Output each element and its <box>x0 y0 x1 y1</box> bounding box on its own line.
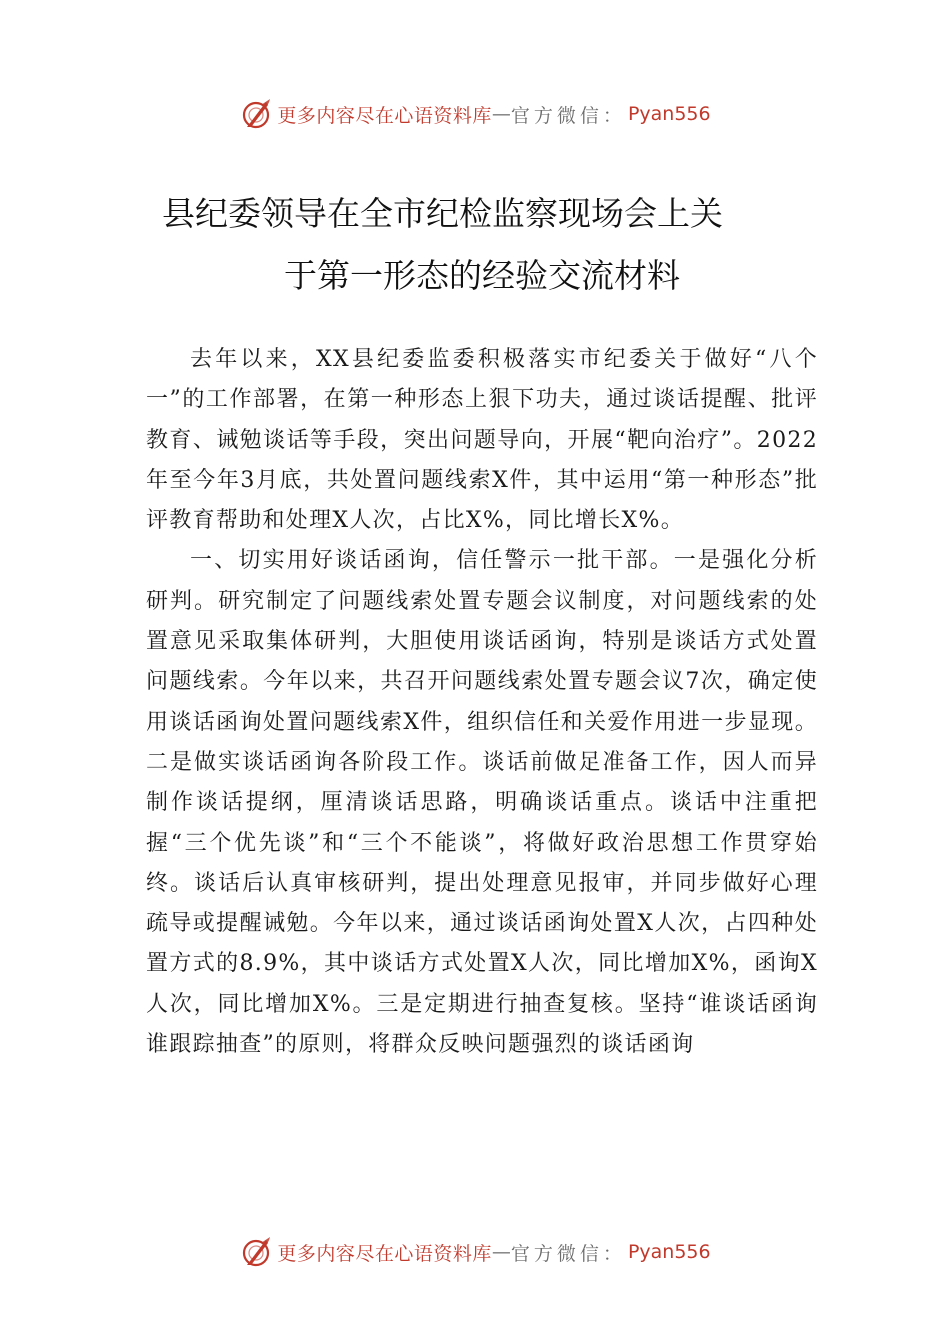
banner-wechat-label: 官方微信： <box>510 1242 626 1265</box>
document-body <box>146 340 818 1065</box>
document-title-line-2: 于第一形态的经验交流材料 <box>284 256 680 295</box>
banner-wechat-label: 官方微信： <box>510 104 626 127</box>
body-paragraph-1: 去年以来，XX县纪委监委积极落实市纪委关于做好“八个一”的工作部署，在第一种形态上狠下功夫，通过谈话提醒、批评教育、诫勉谈话等手段，突出问题导向，开展“靶向治疗”。2022年至今年3月底，共处置问题线索X件，其中运用“第一种形态”批评教育帮助和处理X人次，占比X%，同比增长X%。 <box>146 347 818 534</box>
banner-dash: — <box>491 1241 511 1263</box>
banner-brand-text: 更多内容尽在心语资料库 <box>277 1242 492 1265</box>
quill-logo-icon <box>239 97 273 131</box>
banner-brand-text: 更多内容尽在心语资料库 <box>277 104 492 127</box>
document-title-line-1: 县纪委领导在全市纪检监察现场会上关 <box>162 194 723 233</box>
banner-wechat-id: Pyan556 <box>627 1241 711 1263</box>
body-paragraph-2: 一、切实用好谈话函询，信任警示一批干部。一是强化分析研判。研究制定了问题线索处置专题会议制度，对问题线索的处置意见采取集体研判，大胆使用谈话函询，特别是谈话方式处置问题线索。今年以来，共召开问题线索处置专题会议7次，确定使用谈话函询处置问题线索X件，组织信任和关爱作用进一步显现。二是做实谈话函询各阶段工作。谈话前做足准备工作，因人而异制作谈话提纲，厘清谈话思路，明确谈话重点。谈话中注重把握“三个优先谈”和“三个不能谈”，将做好政治思想工作贯穿始终。谈话后认真审核研判，提出处理意见报审，并同步做好心理疏导或提醒诫勉。今年以来，通过谈话函询处置X人次，占四种处置方式的8.9%，其中谈话方式处置X人次，同比增加X%，函询X人次，同比增加X%。三是定期进行抽查复核。坚持“谁谈话函询谁跟踪抽查”的原则，将群众反映问题强烈的谈话函询 <box>146 548 818 1058</box>
header-banner <box>0 94 950 134</box>
banner-dash: — <box>491 103 511 125</box>
quill-logo-icon <box>239 1235 273 1269</box>
banner-wechat-id: Pyan556 <box>627 103 711 125</box>
footer-banner <box>0 1232 950 1272</box>
